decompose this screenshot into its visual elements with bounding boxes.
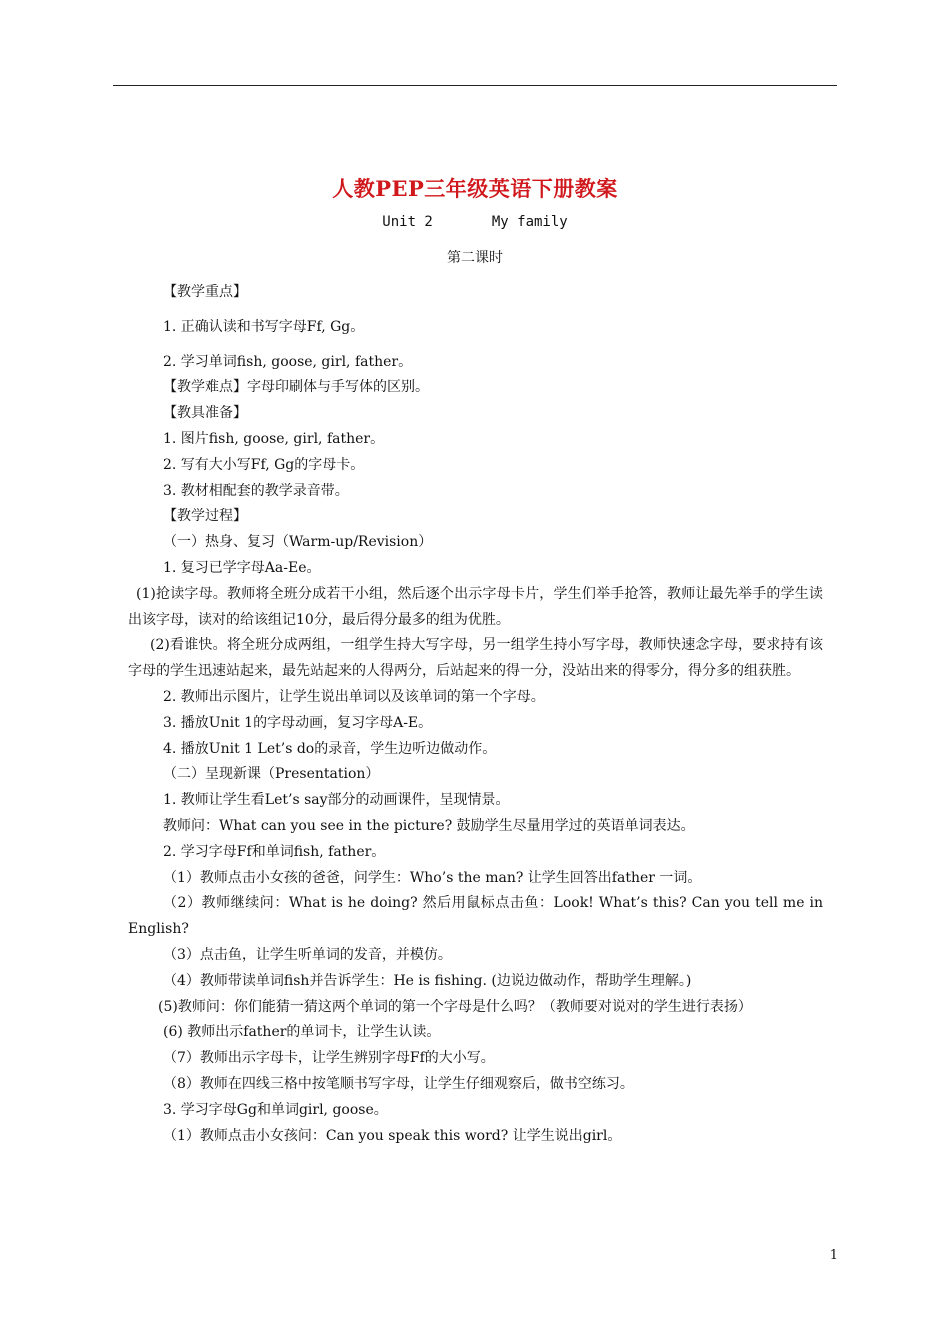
section-heading: 【教具准备】 bbox=[163, 405, 247, 422]
document-body bbox=[128, 280, 823, 1149]
list-item: 2. 学习单词fish, goose, girl, father。 bbox=[163, 353, 413, 370]
subsection-heading: （一）热身、复习（Warm-up/Revision） bbox=[163, 534, 433, 551]
list-item: （8）教师在四线三格中按笔顺书写字母，让学生仔细观察后，做书空练习。 bbox=[163, 1075, 634, 1092]
list-item: （3）点击鱼，让学生听单词的发音，并模仿。 bbox=[163, 946, 452, 963]
list-item: 3. 学习字母Gg和单词girl, goose。 bbox=[163, 1101, 388, 1118]
list-item: 1. 正确认读和书写字母Ff, Gg。 bbox=[163, 318, 365, 335]
subsection-heading: （二）呈现新课（Presentation） bbox=[163, 766, 380, 783]
section-heading: 【教学重点】 bbox=[163, 284, 247, 300]
list-item: （1）教师点击小女孩的爸爸，问学生：Who’s the man? 让学生回答出father 一词。 bbox=[163, 869, 702, 886]
list-item: 3. 播放Unit 1的字母动画，复习字母A-E。 bbox=[163, 714, 433, 731]
lesson-heading: 第二课时 bbox=[447, 250, 503, 266]
header-rule bbox=[113, 85, 837, 86]
section-heading: 【教学难点】字母印刷体与手写体的区别。 bbox=[163, 379, 429, 396]
section-heading: 【教学过程】 bbox=[163, 508, 247, 525]
list-item: (6) 教师出示father的单词卡，让学生认读。 bbox=[163, 1024, 441, 1041]
list-item: 3. 教材相配套的教学录音带。 bbox=[163, 482, 349, 499]
paragraph: (2)看谁快。将全班分成两组，一组学生持大写字母，另一组学生持小写字母，教师快速念字母，要求持有该字母的学生迅速站起来，最先站起来的人得两分，后站起来的得一分，没站出来的得零分，得分多的组获胜。 bbox=[128, 637, 823, 680]
document-title: 人教PEP三年级英语下册教案 bbox=[332, 176, 618, 201]
page-number: 1 bbox=[829, 1248, 838, 1263]
list-item: 1. 教师让学生看Let’s say部分的动画课件，呈现情景。 bbox=[163, 792, 510, 809]
list-item: 1. 图片fish, goose, girl, father。 bbox=[163, 430, 385, 447]
list-item: （1）教师点击小女孩问：Can you speak this word? 让学生说出girl。 bbox=[163, 1127, 622, 1144]
list-item: 4. 播放Unit 1 Let’s do的录音，学生边听边做动作。 bbox=[163, 740, 497, 757]
unit-heading: Unit 2 My family bbox=[382, 214, 568, 230]
paragraph: (5)教师问：你们能猜一猜这两个单词的第一个字母是什么吗？（教师要对说对的学生进行表扬） bbox=[158, 998, 752, 1015]
list-item: 2. 学习字母Ff和单词fish, father。 bbox=[163, 843, 386, 860]
paragraph: (1)抢读字母。教师将全班分成若干小组，然后逐个出示字母卡片，学生们举手抢答，教师让最先举手的学生读出该字母，读对的给该组记10分，最后得分最多的组为优胜。 bbox=[128, 585, 823, 628]
list-item: 1. 复习已学字母Aa-Ee。 bbox=[163, 559, 321, 576]
paragraph: （2）教师继续问：What is he doing? 然后用鼠标点击鱼：Look! What’s this? Can you tell me in English? bbox=[128, 895, 823, 938]
list-item: 2. 写有大小写Ff, Gg的字母卡。 bbox=[163, 456, 365, 473]
paragraph: 教师问：What can you see in the picture? 鼓励学生尽量用学过的英语单词表达。 bbox=[163, 817, 695, 834]
list-item: 2. 教师出示图片，让学生说出单词以及该单词的第一个字母。 bbox=[163, 688, 545, 705]
list-item: （7）教师出示字母卡，让学生辨别字母Ff的大小写。 bbox=[163, 1050, 495, 1067]
list-item: （4）教师带读单词fish并告诉学生：He is fishing. (边说边做动作，帮助学生理解。) bbox=[163, 972, 692, 989]
